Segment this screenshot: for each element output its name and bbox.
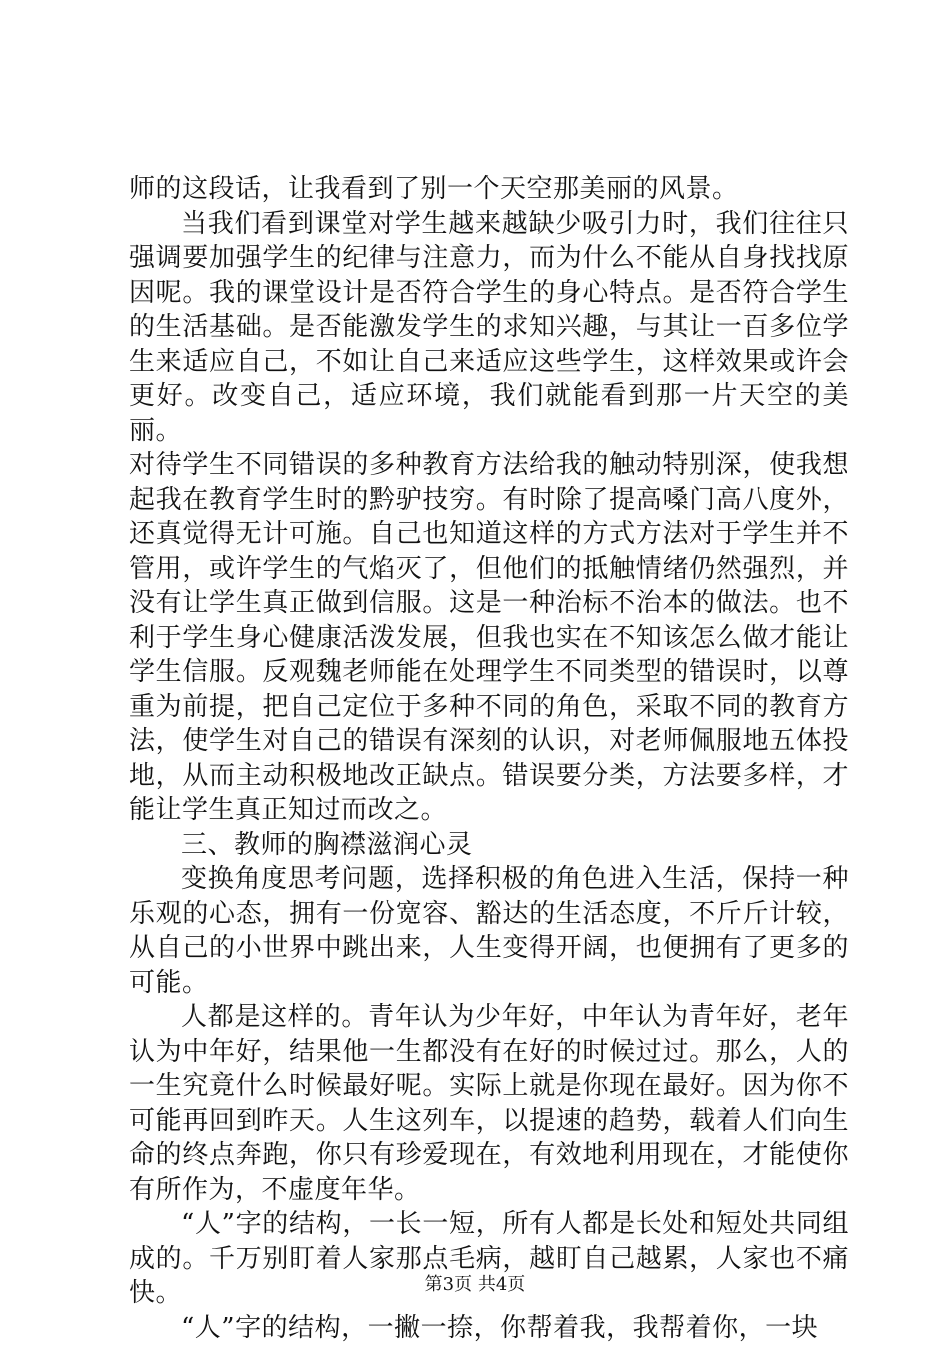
document-body <box>129 172 849 1345</box>
page-footer: 第3页 共4页 <box>0 1270 950 1296</box>
paragraph-2: 当我们看到课堂对学生越来越缺少吸引力时，我们往往只强调要加强学生的纪律与注意力，而为什么不能从自身找找原因呢。我的课堂设计是否符合学生的身心特点。是否符合学生的生活基础。是否能激发学生的求知兴趣，与其让一百多位学生来适应自己，不如让自己来适应这些学生，这样效果或许会更好。改变自己，适应环境，我们就能看到那一片天空的美丽。 <box>129 207 849 449</box>
paragraph-6: “人”字的结构，一长一短，所有人都是长处和短处共同组成的。千万别盯着人家那点毛病，越盯自己越累，人家也不痛快。 <box>129 1207 849 1311</box>
paragraph-4: 变换角度思考问题，选择积极的角色进入生活，保持一种乐观的心态，拥有一份宽容、豁达的生活态度，不斤斤计较，从自己的小世界中跳出来，人生变得开阔，也便拥有了更多的可能。 <box>129 862 849 1000</box>
paragraph-5: 人都是这样的。青年认为少年好，中年认为青年好，老年认为中年好，结果他一生都没有在好的时候过过。那么，人的一生究竟什么时候最好呢。实际上就是你现在最好。因为你不可能再回到昨天。人生这列车，以提速的趋势，载着人们向生命的终点奔跑，你只有珍爱现在，有效地利用现在，才能使你有所作为，不虚度年华。 <box>129 1000 849 1207</box>
paragraph-1: 师的这段话，让我看到了别一个天空那美丽的风景。 <box>129 172 849 207</box>
paragraph-3: 对待学生不同错误的多种教育方法给我的触动特别深，使我想起我在教育学生时的黔驴技穷。有时除了提高嗓门高八度外，还真觉得无计可施。自己也知道这样的方式方法对于学生并不管用，或许学生的气焰灭了，但他们的抵触情绪仍然强烈，并没有让学生真正做到信服。这是一种治标不治本的做法。也不利于学生身心健康活泼发展，但我也实在不知该怎么做才能让学生信服。反观魏老师能在处理学生不同类型的错误时，以尊重为前提，把自己定位于多种不同的角色，采取不同的教育方法，使学生对自己的错误有深刻的认识，对老师佩服地五体投地，从而主动积极地改正缺点。错误要分类，方法要多样，才能让学生真正知过而改之。 <box>129 448 849 828</box>
paragraph-7: “人”字的结构，一撇一捺，你帮着我，我帮着你，一块 <box>129 1311 849 1345</box>
section-heading: 三、教师的胸襟滋润心灵 <box>129 828 849 863</box>
